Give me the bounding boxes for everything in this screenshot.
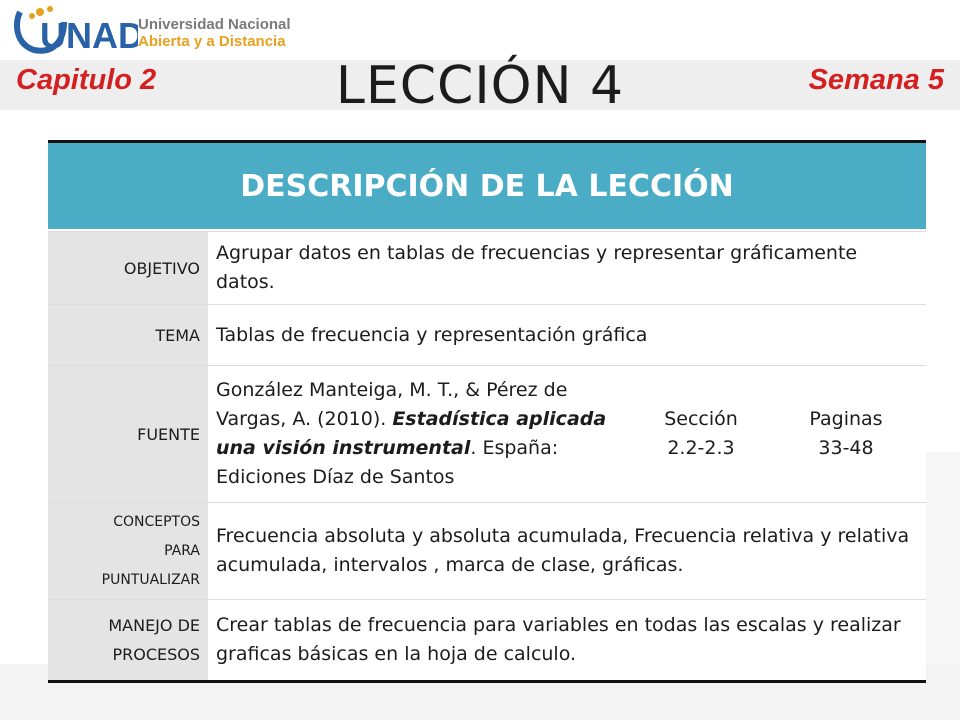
week-label: Semana 5: [808, 64, 944, 96]
unad-logo-lettering: UNAD: [40, 15, 138, 56]
logo-text: [138, 16, 298, 50]
unad-logo-mark: [10, 4, 138, 58]
source-citation: [216, 376, 626, 492]
citation-book-title: Estadística aplicada una visión instrumental: [216, 408, 607, 459]
table-row-manejo: [48, 599, 926, 680]
row-label-conceptos-line3: PUNTUALIZAR: [101, 571, 200, 588]
row-label-fuente: FUENTE: [48, 366, 208, 502]
table-heading: DESCRIPCIÓN DE LA LECCIÓN: [48, 143, 926, 231]
table-row-fuente: [48, 365, 926, 502]
row-label-manejo: [48, 600, 208, 680]
citation-authors: González Manteiga, M. T., & Pérez de Vargas, A. (2010).: [216, 379, 568, 430]
table-row-tema: [48, 304, 926, 365]
right-decor-bar: [926, 452, 960, 664]
citation-publisher: . España: Ediciones Díaz de Santos: [216, 437, 559, 488]
section-value: 2.2-2.3: [667, 437, 735, 459]
page-title: LECCIÓN 4: [335, 56, 625, 116]
table-row-objetivo: [48, 231, 926, 304]
logo-university-name: Universidad Nacional: [138, 16, 291, 33]
row-value-fuente: [208, 366, 926, 502]
source-details: [216, 376, 916, 492]
table-row-conceptos: [48, 502, 926, 599]
row-value-manejo: Crear tablas de frecuencia para variables en todas las escalas y realizar graficas básicas en la hoja de calculo.: [216, 614, 901, 665]
source-section: [626, 405, 776, 463]
row-label-manejo-line2: PROCESOS: [112, 645, 200, 664]
logo-university-subtitle: Abierta y a Distancia: [138, 33, 286, 50]
row-label-tema: TEMA: [48, 305, 208, 365]
lesson-description-table: [48, 140, 926, 683]
section-label: Sección: [664, 408, 738, 430]
row-value-conceptos: Frecuencia absoluta y absoluta acumulada, Frecuencia relativa y relativa acumulada, intervalos , marca de clase, gráficas.: [216, 525, 910, 576]
chapter-label: Capitulo 2: [16, 64, 157, 96]
row-value-tema: Tablas de frecuencia y representación gráfica: [216, 323, 648, 346]
pages-label: Paginas: [809, 408, 883, 430]
row-value-objetivo: Agrupar datos en tablas de frecuencias y representar gráficamente datos.: [216, 242, 858, 293]
row-label-conceptos: [48, 503, 208, 599]
row-label-manejo-line1: MANEJO DE: [108, 616, 200, 635]
unad-logo: [10, 4, 291, 58]
pages-value: 33-48: [818, 437, 874, 459]
row-label-conceptos-line1: CONCEPTOS: [113, 513, 200, 530]
row-label-conceptos-line2: PARA: [164, 542, 200, 559]
row-label-objetivo: OBJETIVO: [48, 232, 208, 304]
source-pages: [776, 405, 916, 463]
